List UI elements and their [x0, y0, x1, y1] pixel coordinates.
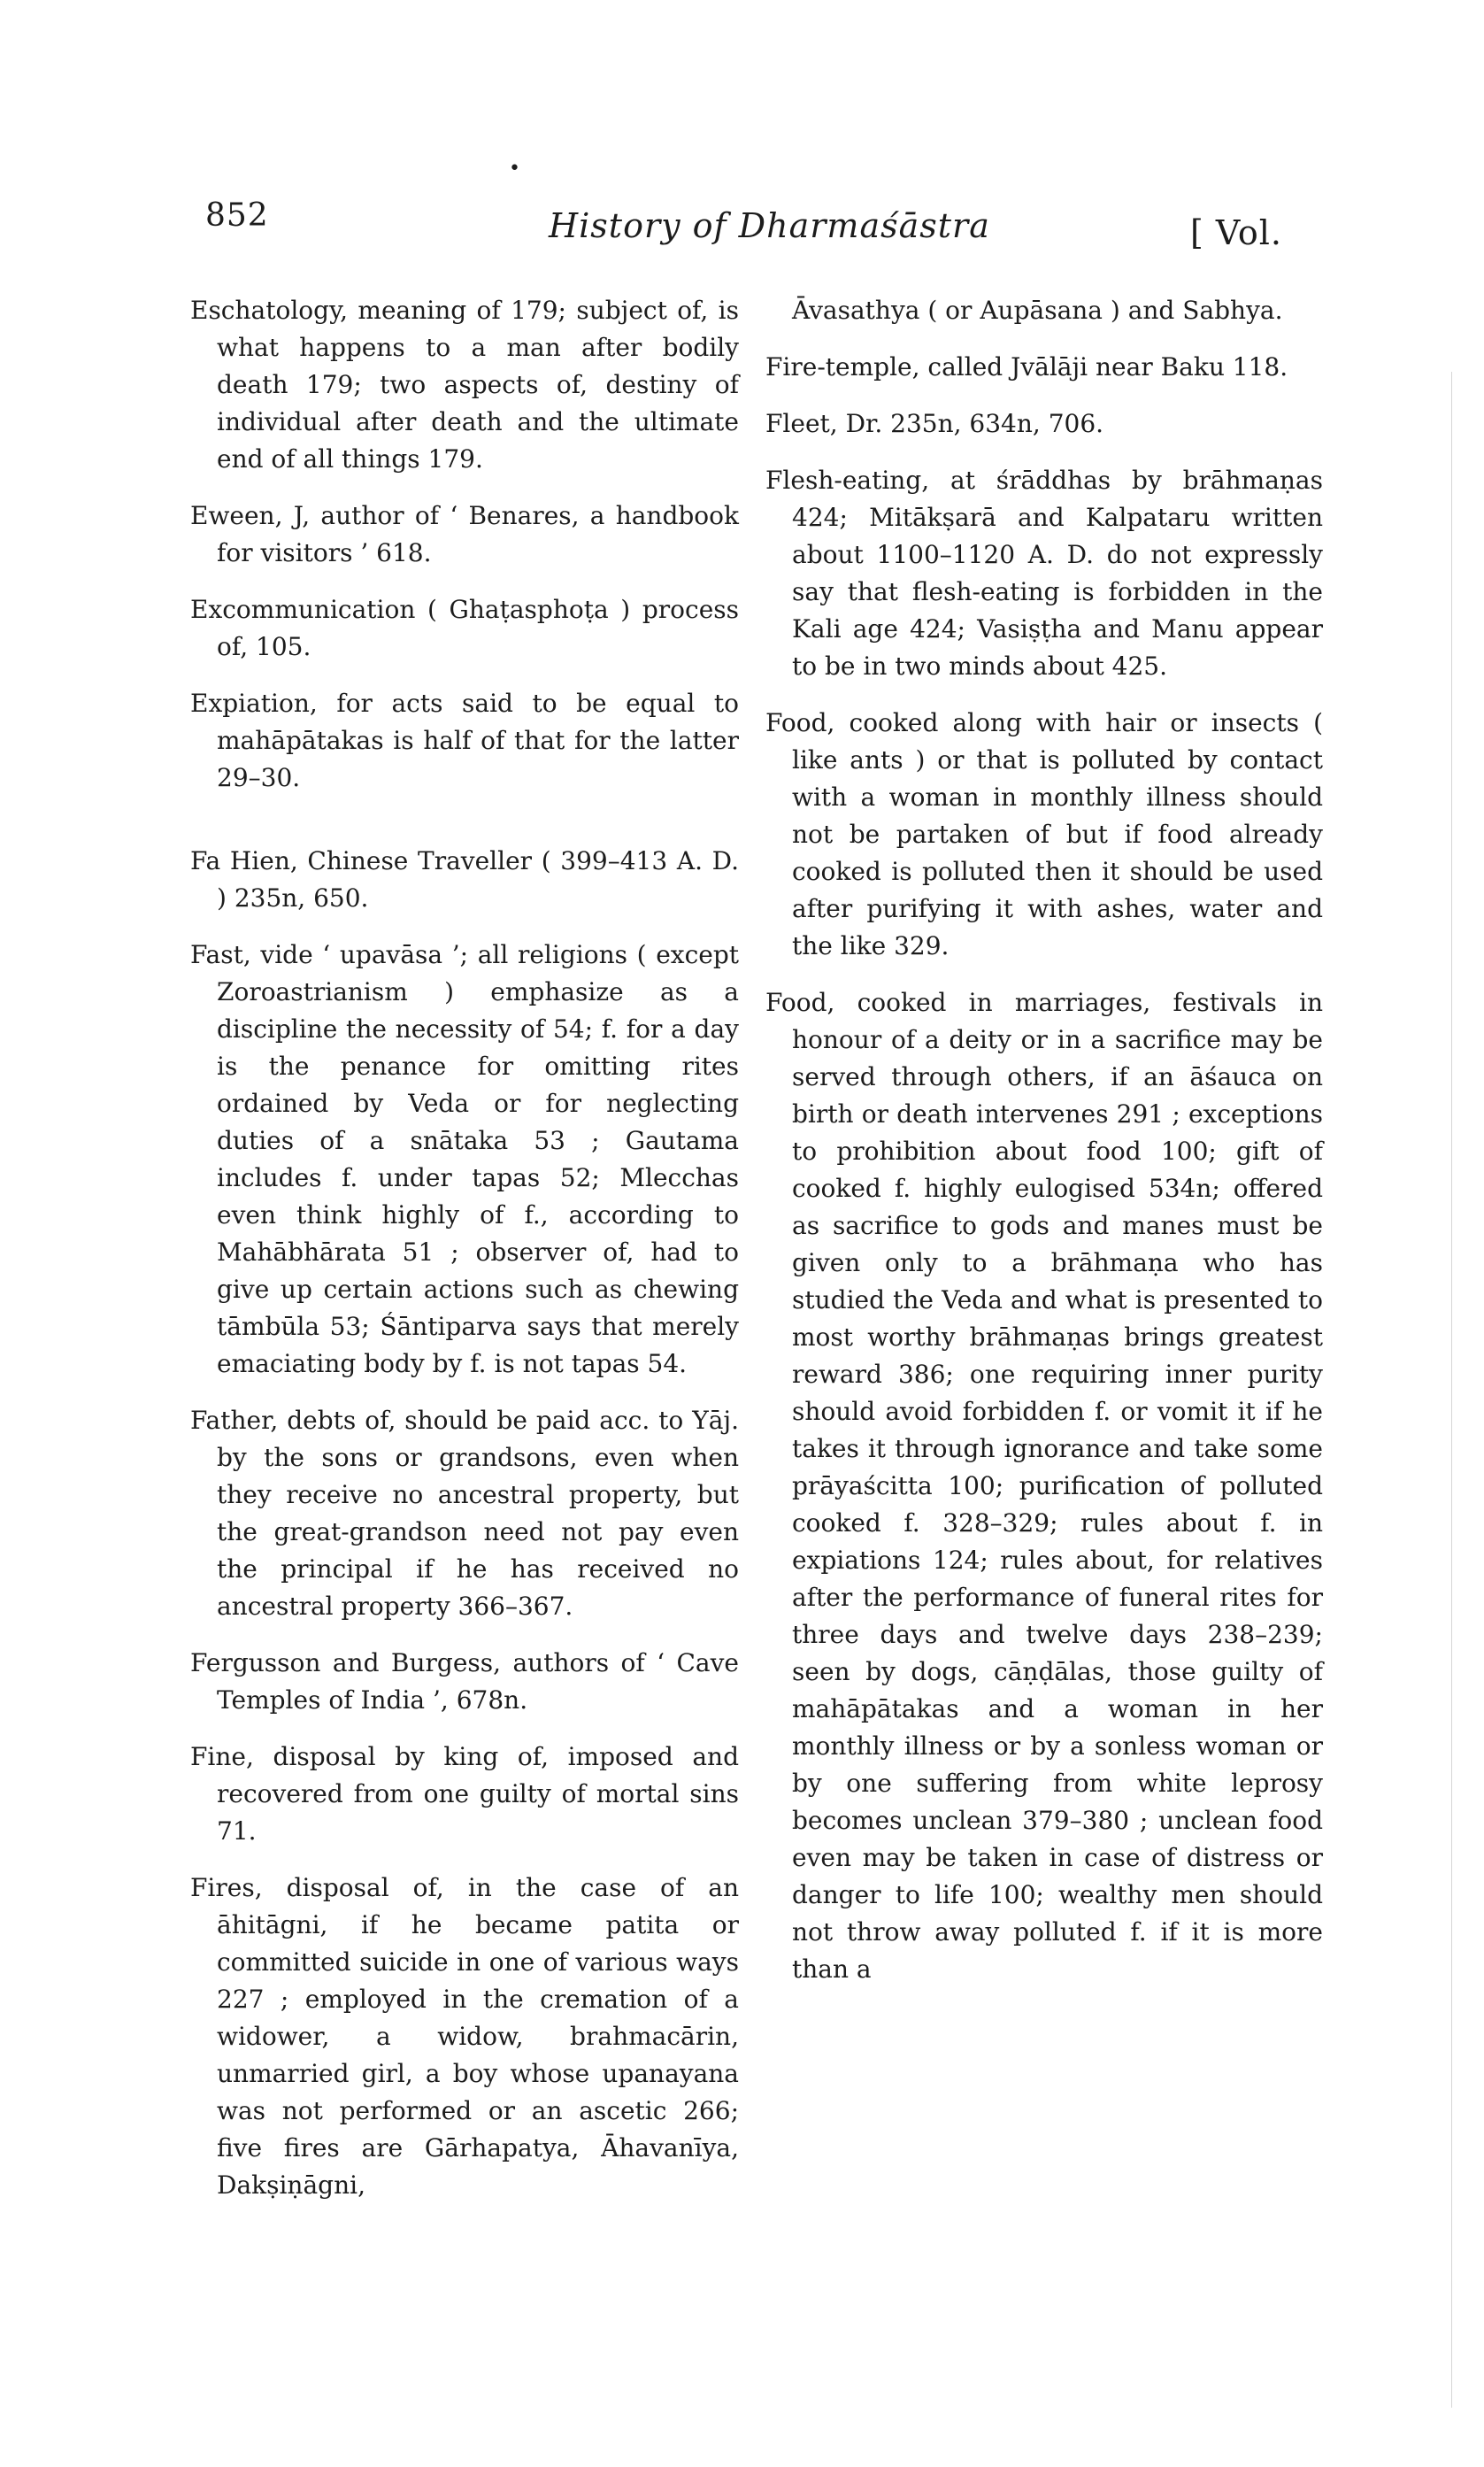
- index-entry-fast: Fast, vide ‘ upavāsa ’; all religions ( except Zoroastrianism ) emphasize as a discipline the necessity of 54; f. for a day is the penance for omitting rites ordained by Veda or for neglecting duties of a snātaka 53 ; Gautama includes f. under tapas 52; Mlecchas even think highly of f., according to Mahābhārata 51 ; observer of, had to give up certain actions such as chewing tāmbūla 53; Śāntiparva says that merely emaciating body by f. is not tapas 54.: [190, 940, 739, 1378]
- page-header: [0, 190, 1484, 252]
- index-entry-flesh-eating: Flesh-eating, at śrāddhas by brāhmaṇas 424; Mitākṣarā and Kalpataru written about 1100–1120 A. D. do not expressly say that flesh-eating is forbidden in the Kali age 424; Vasiṣṭha and Manu appear to be in two minds about 425.: [765, 466, 1323, 681]
- running-title: History of Dharmaśāstra: [549, 206, 990, 245]
- index-entry-food-cooked-marriages: Food, cooked in marriages, festivals in honour of a deity or in a sacrifice may be served through others, if an āśauca on birth or death intervenes 291 ; exceptions to prohibition about food 100; gift of cooked f. highly eulogised 534n; offered as sacrifice to gods and manes must be given only to a brāhmaṇa who has studied the Veda and what is presented to most worthy brāhmaṇas brings greatest reward 386; one requiring inner purity should avoid forbidden f. or vomit it if he takes it through ignorance and take some prāyaścitta 100; purification of polluted cooked f. 328–329; rules about f. in expiations 124; rules about, for relatives after the performance of funeral rites for three days and twelve days 238–239; seen by dogs, cāṇḍālas, those guilty of mahāpātakas and a woman in her monthly illness or by a sonless woman or by one suffering from white leprosy becomes unclean 379–380 ; unclean food even may be taken in case of distress or danger to life 100; wealthy men should not throw away polluted f. if it is more than a: [765, 988, 1323, 1984]
- index-entry-father: Father, debts of, should be paid acc. to Yāj. by the sons or grandsons, even when they receive no ancestral property, but the great-grandson need not pay even the principal if he has received no ancestral property 366–367.: [190, 1406, 739, 1621]
- volume-label: [ Vol.: [1190, 213, 1282, 252]
- index-entry-eween: Eween, J, author of ‘ Benares, a handbook for visitors ’ 618.: [190, 501, 739, 567]
- index-entry-fine: Fine, disposal by king of, imposed and recovered from one guilty of mortal sins 71.: [190, 1742, 739, 1846]
- right-column: [765, 292, 1323, 2008]
- index-entry-fergusson: Fergusson and Burgess, authors of ‘ Cave Temples of India ’, 678n.: [190, 1648, 739, 1715]
- page-number: 852: [205, 197, 269, 234]
- scan-edge-line: [1451, 372, 1452, 2408]
- left-column: [190, 292, 739, 2224]
- index-entry-eschatology: Eschatology, meaning of 179; subject of, is what happens to a man after bodily death 179; two aspects of, destiny of individual after death and the ultimate end of all things 179.: [190, 296, 739, 474]
- index-entry-fa-hien: Fa Hien, Chinese Traveller ( 399–413 A. D. ) 235n, 650.: [190, 846, 739, 913]
- index-entry-fleet: Fleet, Dr. 235n, 634n, 706.: [765, 409, 1104, 438]
- index-entry-expiation: Expiation, for acts said to be equal to mahāpātakas is half of that for the latter 29–30.: [190, 689, 739, 792]
- index-entry-food-cooked-hair: Food, cooked along with hair or insects ( like ants ) or that is polluted by contact with a woman in monthly illness should not be partaken of but if food already cooked is polluted then it should be used after purifying it with ashes, water and the like 329.: [765, 708, 1323, 960]
- index-entry-excommunication: Excommunication ( Ghaṭasphoṭa ) process of, 105.: [190, 595, 739, 661]
- print-speck: •: [509, 158, 520, 180]
- index-entry-fires: Fires, disposal of, in the case of an āhitāgni, if he became patita or committed suicide in one of various ways 227 ; employed in the cremation of a widower, a widow, brahmacārin, unmarried girl, a boy whose upanayana was not performed or an ascetic 266; five fires are Gārhapatya, Āhavanīya, Dakṣiṇāgni,: [190, 1873, 739, 2200]
- index-entry-fires-continued: Āvasathya ( or Aupāsana ) and Sabhya.: [792, 296, 1283, 325]
- index-entry-fire-temple: Fire-temple, called Jvālāji near Baku 118.: [765, 352, 1288, 382]
